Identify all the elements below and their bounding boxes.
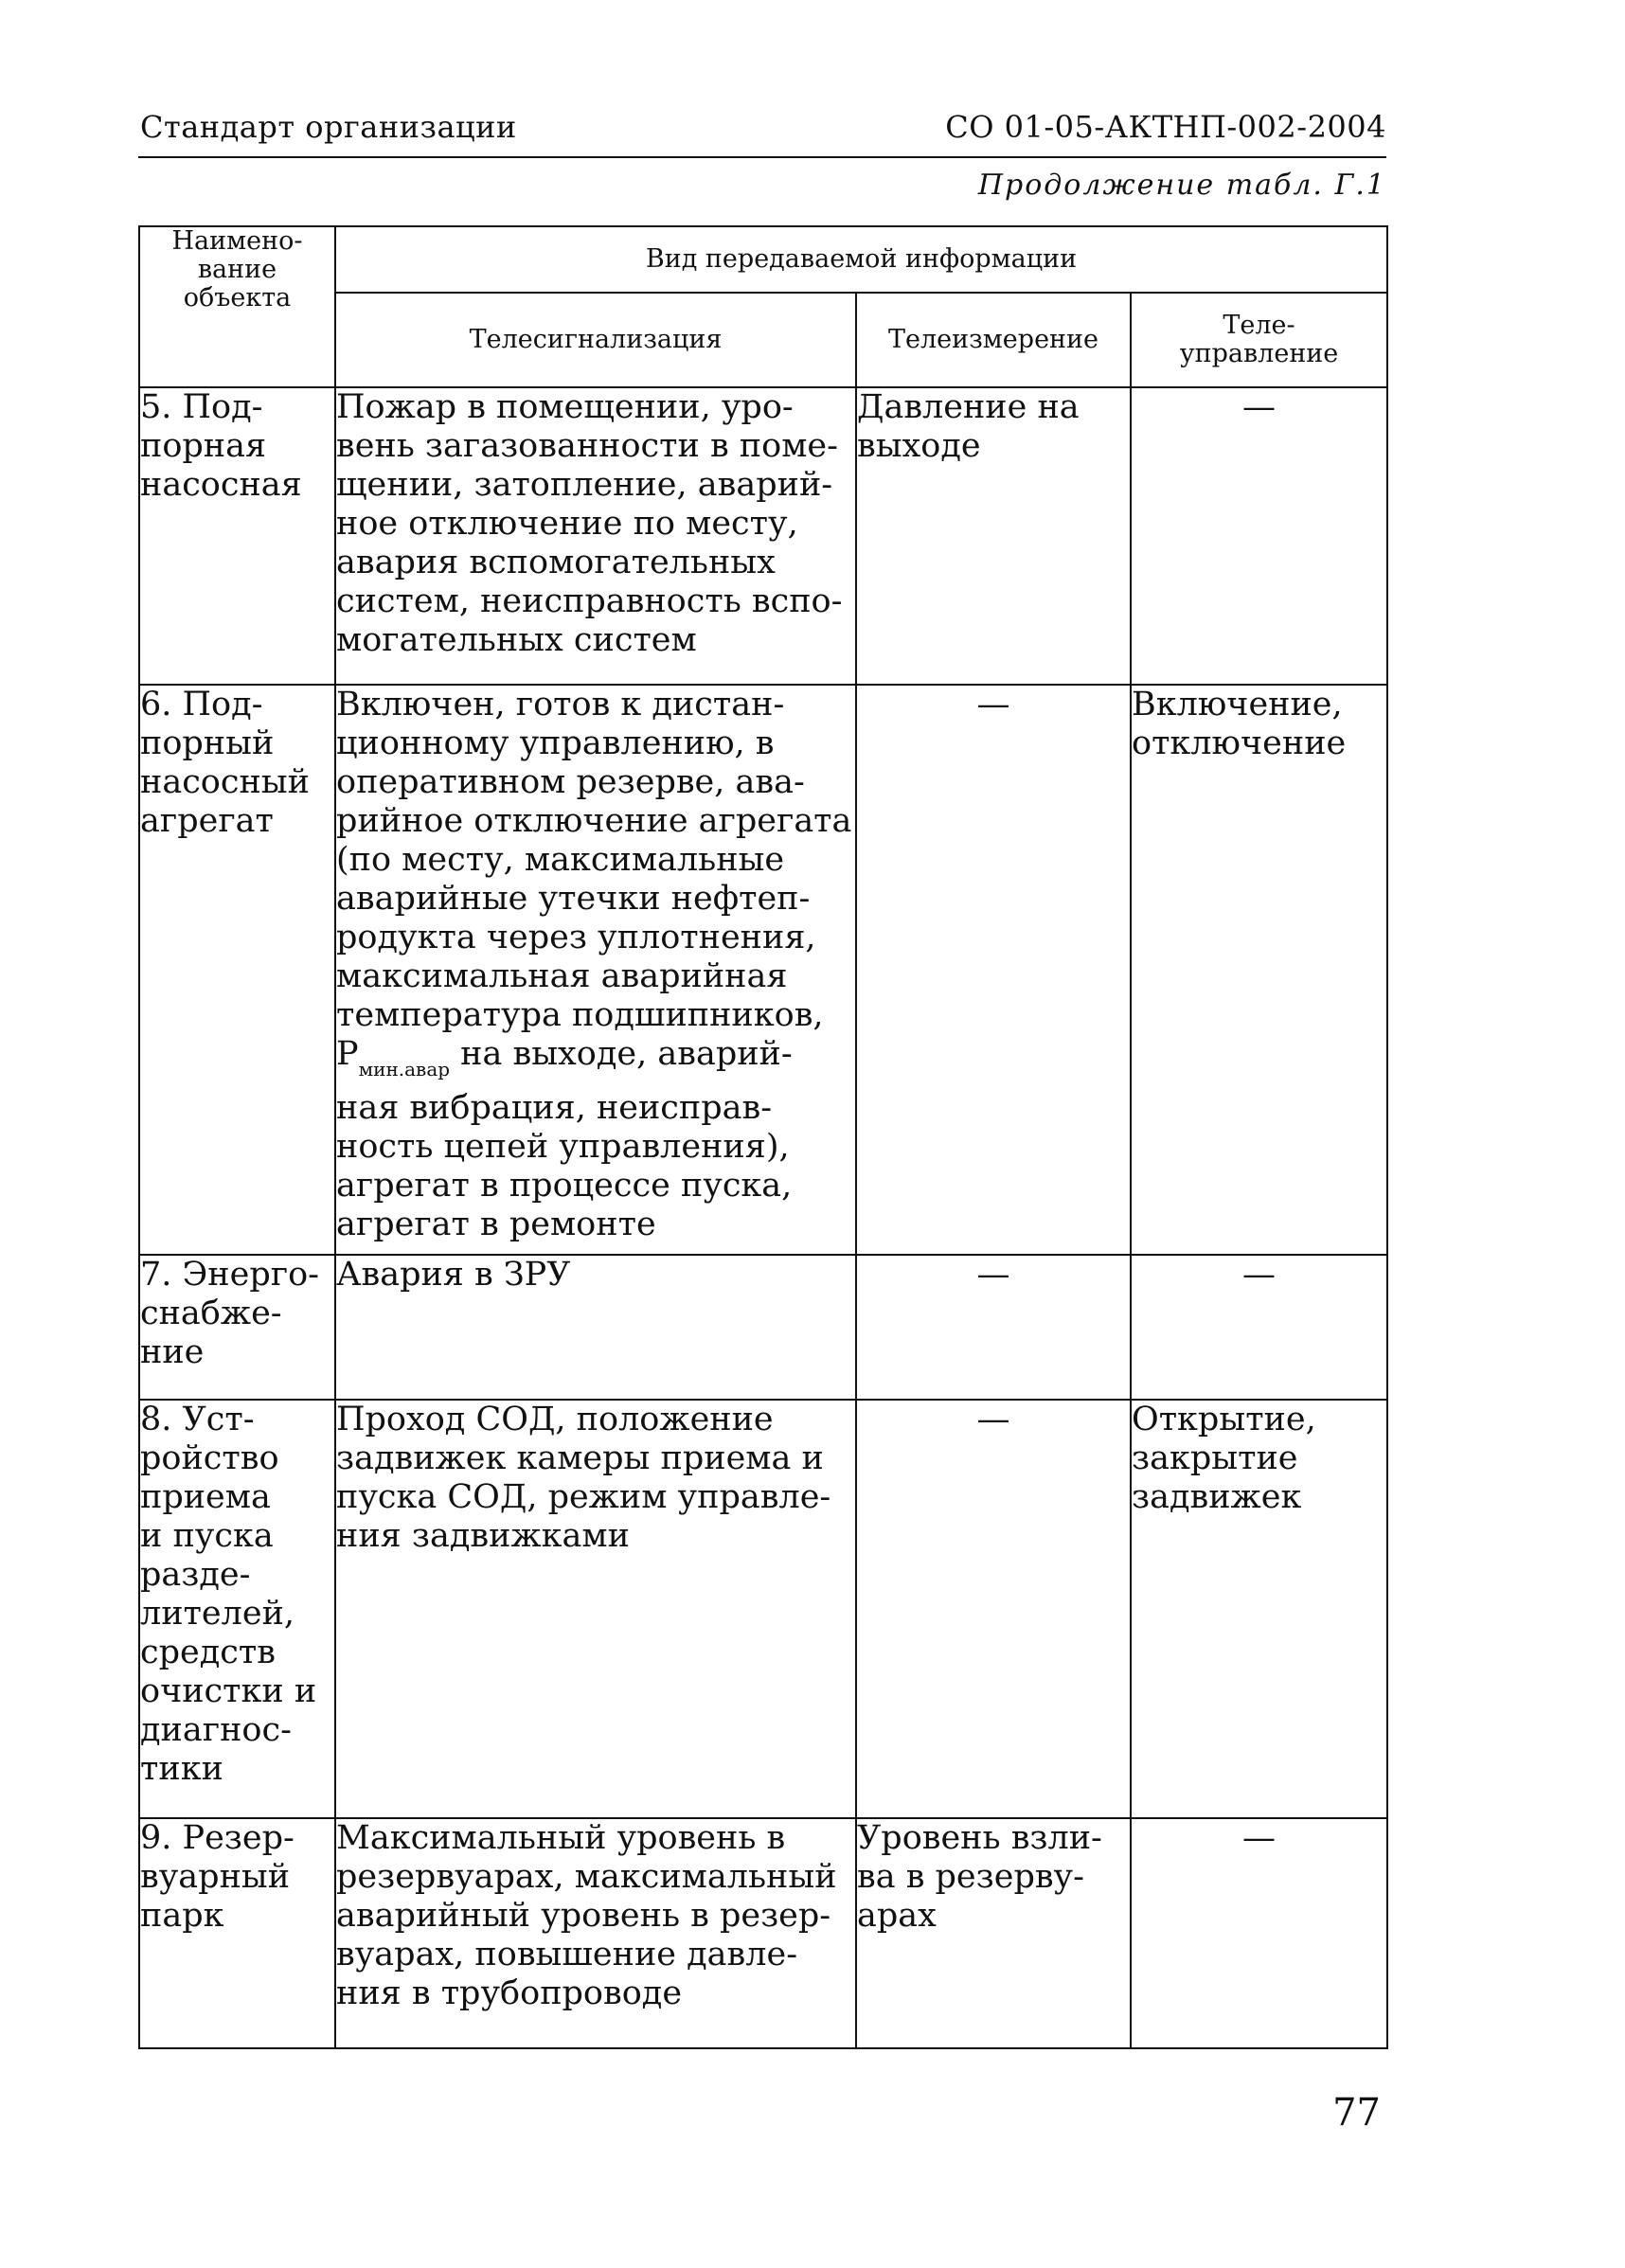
telecontrol-cell: Открытие, закрытие задвижек bbox=[1131, 1400, 1387, 1818]
object-name-cell: 5. Под- порная насосная bbox=[139, 387, 335, 685]
telesignal-cell bbox=[335, 685, 856, 1255]
header-rule bbox=[138, 156, 1386, 158]
telemechanics-table bbox=[138, 225, 1388, 2049]
telesignal-text-part: на выходе, аварий- ная вибрация, неисправ- ность цепей управления), агрегат в процессе пуска, агрегат в ремонте bbox=[336, 1035, 793, 1243]
table-row bbox=[139, 1400, 1387, 1818]
object-name-cell: 9. Резер- вуарный парк bbox=[139, 1818, 335, 2048]
table-row bbox=[139, 1818, 1387, 2048]
pressure-subscript: мин.авар bbox=[358, 1058, 451, 1080]
telecontrol-cell: — bbox=[1131, 387, 1387, 685]
object-name-cell: 8. Уст- ройство приема и пуска разде- лителей, средств очистки и диагнос- тики bbox=[139, 1400, 335, 1818]
telecontrol-cell: Включение, отключение bbox=[1131, 685, 1387, 1255]
header-document-code: СО 01-05-АКТНП-002-2004 bbox=[945, 109, 1386, 145]
table-row bbox=[139, 685, 1387, 1255]
telesignal-cell: Проход СОД, положение задвижек камеры приема и пуска СОД, режим управле- ния задвижками bbox=[335, 1400, 856, 1818]
header-organization-standard: Стандарт организации bbox=[140, 109, 517, 145]
telemeasure-cell: — bbox=[856, 1400, 1131, 1818]
object-name-cell: 7. Энерго- снабже- ние bbox=[139, 1255, 335, 1400]
table-header-row-1 bbox=[139, 226, 1387, 293]
page-number: 77 bbox=[1332, 2091, 1381, 2134]
table-row bbox=[139, 1255, 1387, 1400]
column-header-telecontrol: Теле- управление bbox=[1131, 293, 1387, 387]
column-header-telesignal: Телесигнализация bbox=[335, 293, 856, 387]
table-row bbox=[139, 387, 1387, 685]
telecontrol-cell: — bbox=[1131, 1818, 1387, 2048]
telemeasure-cell: Давление на выходе bbox=[856, 387, 1131, 685]
telesignal-cell: Пожар в помещении, уро- вень загазованности в поме- щении, затопление, аварий- ное отключение по месту, авария вспомогательных систем, неисправность вспо- могательных систем bbox=[335, 387, 856, 685]
telesignal-cell: Авария в ЗРУ bbox=[335, 1255, 856, 1400]
column-header-telemeasure: Телеизмерение bbox=[856, 293, 1131, 387]
telemeasure-cell: — bbox=[856, 1255, 1131, 1400]
telemeasure-cell: Уровень взли- ва в резерву- арах bbox=[856, 1818, 1131, 2048]
telemeasure-cell: — bbox=[856, 685, 1131, 1255]
telesignal-text-part: Включен, готов к дистан- ционному управлению, в оперативном резерве, ава- рийное отключение агрегата (по месту, максимальные аварийные утечки нефтеп- родукта через уплотнения, максимальная аварийная температура подшипников, Р bbox=[336, 686, 852, 1073]
object-name-cell: 6. Под- порный насосный агрегат bbox=[139, 685, 335, 1255]
column-header-info-type: Вид передаваемой информации bbox=[335, 226, 1387, 293]
column-header-object-name: Наимено- вание объекта bbox=[139, 226, 335, 387]
telesignal-cell: Максимальный уровень в резервуарах, максимальный аварийный уровень в резер- вуарах, повышение давле- ния в трубопроводе bbox=[335, 1818, 856, 2048]
table-continuation-label: Продолжение табл. Г.1 bbox=[977, 169, 1386, 202]
telecontrol-cell: — bbox=[1131, 1255, 1387, 1400]
